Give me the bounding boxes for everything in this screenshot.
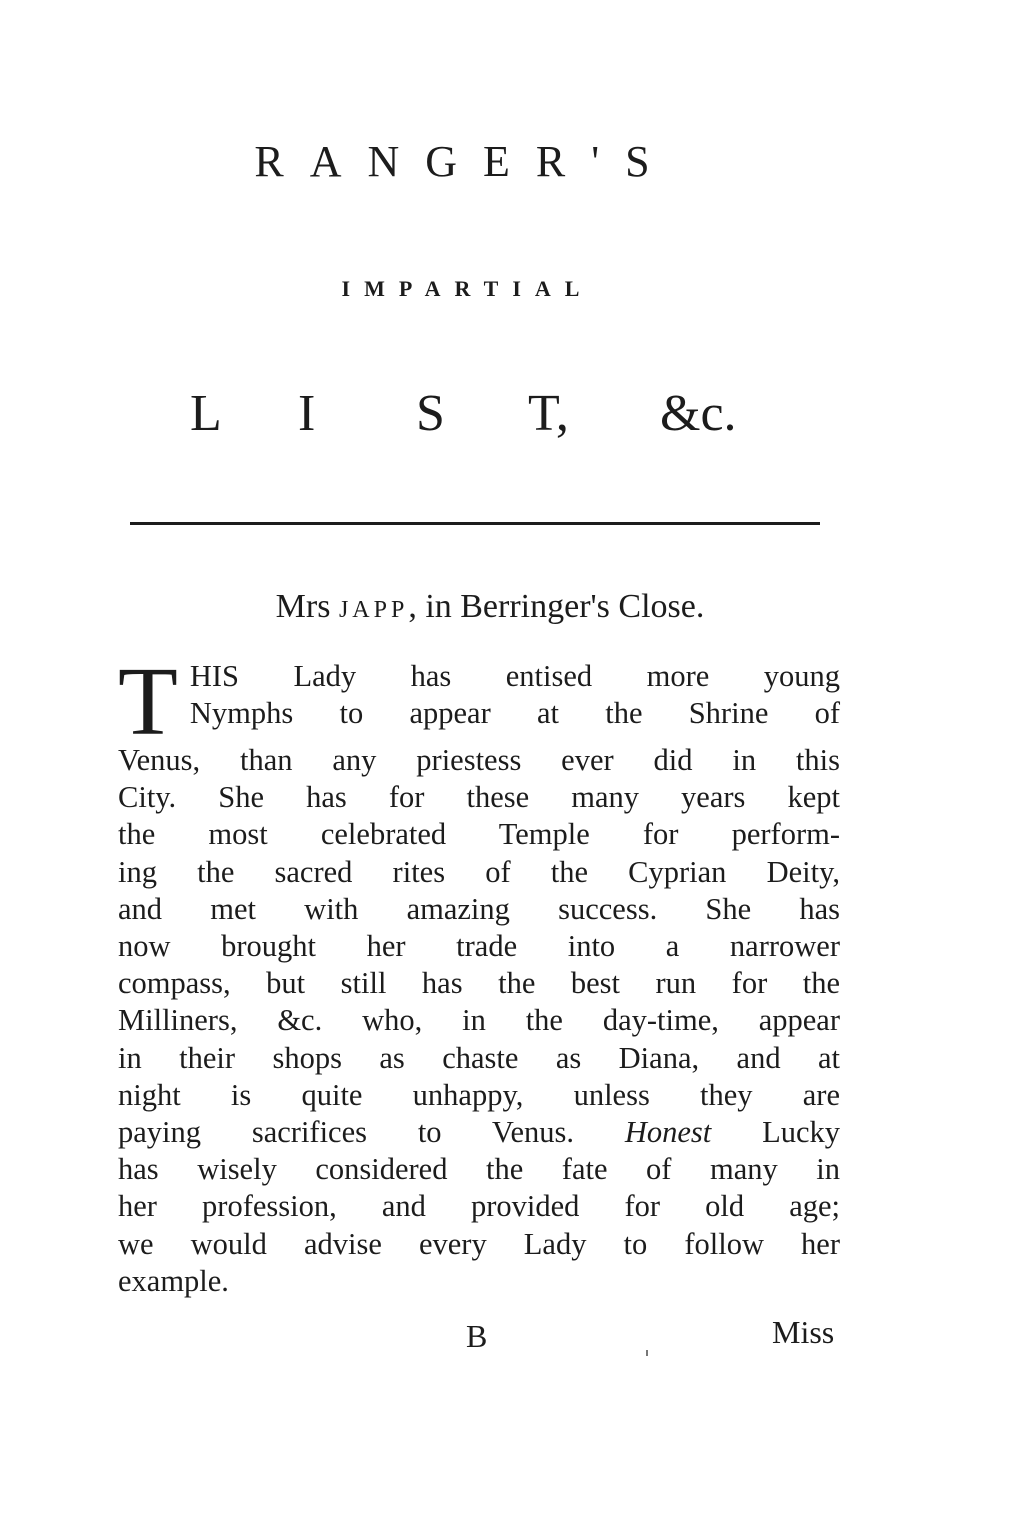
body-line: Milliners, &c. who, in the day-time, appear bbox=[118, 1003, 840, 1038]
heading-suffix: , in Berringer's Close. bbox=[408, 588, 705, 625]
body-line: Venus, than any priestess ever did in this bbox=[118, 743, 840, 777]
body-line-end: Lucky bbox=[711, 1115, 840, 1150]
body-line-mixed bbox=[118, 1114, 840, 1151]
body-italic-word: Honest bbox=[624, 1115, 712, 1150]
section-rule bbox=[130, 522, 820, 525]
body-line: night is quite unhappy, unless they are bbox=[118, 1077, 840, 1112]
body-line: in their shops as chaste as Diana, and at bbox=[118, 1040, 840, 1075]
title-rangers: RANGER'S bbox=[254, 137, 676, 186]
entry-body bbox=[118, 648, 840, 1300]
body-line: ing the sacred rites of the Cyprian Deity, bbox=[118, 854, 840, 889]
heading-name: JAPP bbox=[338, 597, 409, 623]
body-line: the most celebrated Temple for perform- bbox=[118, 817, 840, 852]
title-list-letter-s: S bbox=[416, 385, 445, 442]
title-list-letter-l: L bbox=[190, 385, 222, 442]
body-line: her profession, and provided for old age; bbox=[118, 1189, 840, 1224]
entry-heading bbox=[0, 588, 980, 626]
heading-prefix: Mrs bbox=[275, 588, 339, 625]
title-impartial: IMPARTIAL bbox=[341, 276, 594, 301]
body-line: HIS Lady has entised more young bbox=[189, 659, 840, 693]
body-line: Nymphs to appear at the Shrine of bbox=[189, 696, 840, 731]
body-line: we would advise every Lady to follow her bbox=[118, 1226, 840, 1261]
paper-speck bbox=[646, 1350, 648, 1356]
body-line: City. She has for these many years kept bbox=[118, 780, 840, 815]
title-list-letter-i: I bbox=[298, 385, 316, 442]
title-list-etc: &c. bbox=[660, 385, 737, 442]
body-line-start: paying sacrifices to Venus. bbox=[118, 1115, 574, 1150]
body-line: has wisely considered the fate of many in bbox=[118, 1152, 840, 1187]
drop-cap: T bbox=[118, 648, 178, 756]
body-line-final: example. bbox=[118, 1263, 229, 1298]
signature-mark: B bbox=[466, 1318, 488, 1354]
body-line: compass, but still has the best run for the bbox=[118, 966, 840, 1001]
catchword: Miss bbox=[772, 1314, 835, 1350]
title-list bbox=[190, 384, 770, 444]
title-list-letter-t: T, bbox=[528, 385, 569, 442]
body-line: and met with amazing success. She has bbox=[118, 891, 840, 926]
body-line: now brought her trade into a narrower bbox=[118, 929, 840, 964]
